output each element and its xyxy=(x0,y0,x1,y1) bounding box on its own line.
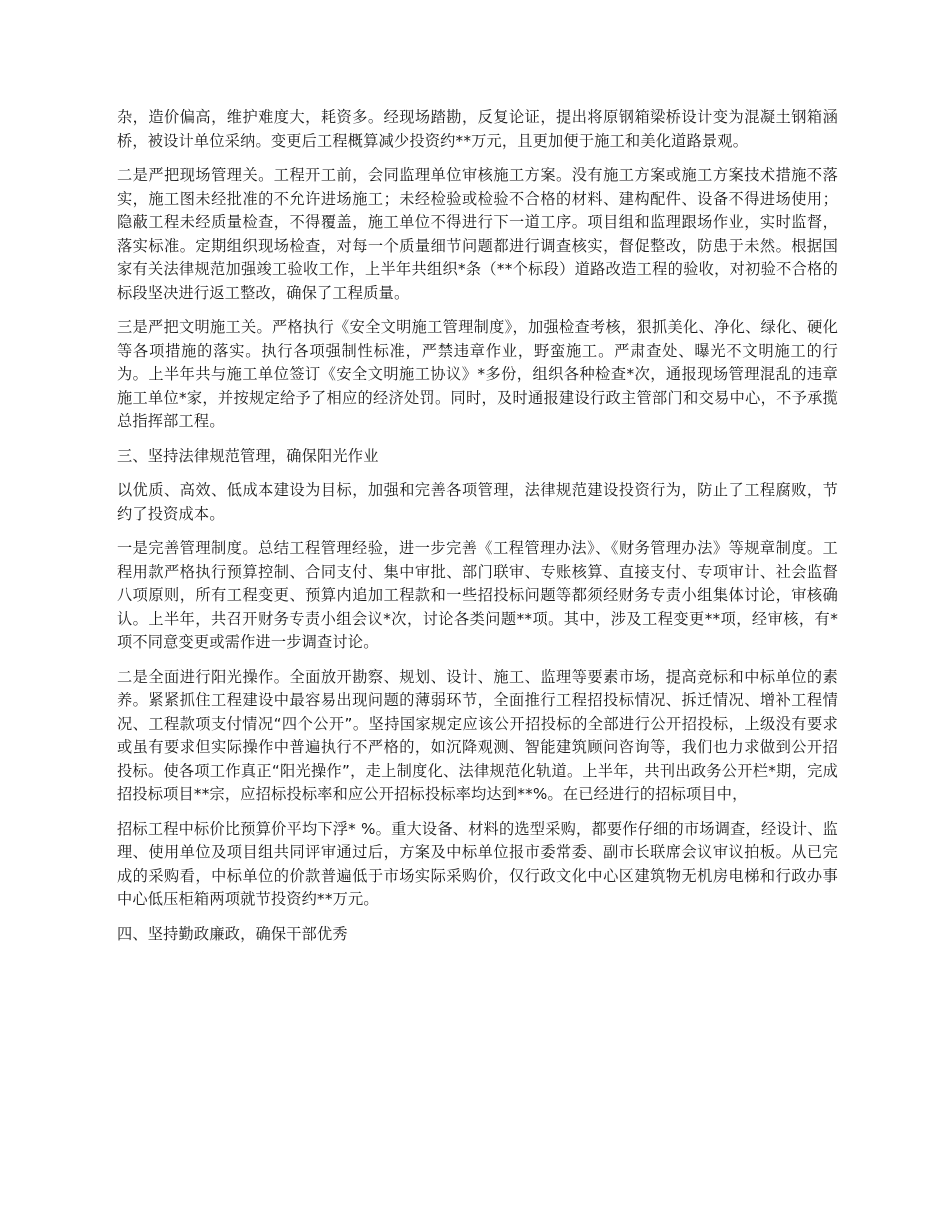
section-heading-diligence: 四、坚持勤政廉政，确保干部优秀 xyxy=(117,924,348,943)
paragraph-section-intro: 以优质、高效、低成本建设为目标，加强和完善各项管理，法律规范建设投资行为，防止了工程腐败，节约了投资成本。 xyxy=(117,481,838,523)
paragraph-bid-price: 招标工程中标价比预算价平均下浮* %。重大设备、材料的选型采购，都要作仔细的市场调查，经设计、监理、使用单位及项目组共同评审通过后，方案及中标单位报市委常委、副市长联席会议审议拍板。从已完成的采购看，中标单位的价款普遍低于市场实际采购价，仅行政文化中心区建筑物无机房电梯和行政办事中心低压柜箱两项就节投资约**万元。 xyxy=(117,819,838,908)
section-heading-legal-management: 三、坚持法律规范管理，确保阳光作业 xyxy=(117,446,379,465)
paragraph-civilized-construction: 三是严把文明施工关。严格执行《安全文明施工管理制度》，加强检查考核，狠抓美化、净化、绿化、硬化等各项措施的落实。执行各项强制性标准，严禁违章作业，野蛮施工。严肃查处、曝光不文明施工的行为。上半年共与施工单位签订《安全文明施工协议》*多份，组织各种检查*次，通报现场管理混乱的违章施工单位*家，并按规定给予了相应的经济处罚。同时，及时通报建设行政主管部门和交易中心，不予承揽总指挥部工程。 xyxy=(117,318,838,430)
paragraph-bridge-design-change: 杂，造价偏高，维护难度大，耗资多。经现场踏勘，反复论证，提出将原钢箱梁桥设计变为混凝土钢箱涵桥，被设计单位采纳。变更后工程概算减少投资约**万元，且更加便于施工和美化道路景观。 xyxy=(117,108,838,150)
paragraph-management-system: 一是完善管理制度。总结工程管理经验，进一步完善《工程管理办法》、《财务管理办法》等规章制度。工程用款严格执行预算控制、合同支付、集中审批、部门联审、专账核算、直接支付、专项审计、社会监督八项原则，所有工程变更、预算内追加工程款和一些招投标问题等都须经财务专责小组集体讨论，审核确认。上半年，共召开财务专责小组会议*次，讨论各类问题**项。其中，涉及工程变更**项，经审核，有*项不同意变更或需作进一步调查讨论。 xyxy=(117,539,838,651)
paragraph-sunshine-operation: 二是全面进行阳光操作。全面放开勘察、规划、设计、施工、监理等要素市场，提高竞标和中标单位的素养。紧紧抓住工程建设中最容易出现问题的薄弱环节，全面推行工程招投标情况、拆迁情况、增补工程情况、工程款项支付情况“四个公开”。坚持国家规定应该公开招投标的全部进行公开招投标，上级没有要求或虽有要求但实际操作中普遍执行不严格的，如沉降观测、智能建筑顾问咨询等，我们也力求做到公开招投标。使各项工作真正“阳光操作”，走上制度化、法律规范化轨道。上半年，共刊出政务公开栏*期，完成招投标项目**宗，应招标投标率和应公开招标投标率均达到**%。在已经进行的招标项目中， xyxy=(117,667,838,803)
paragraph-site-management: 二是严把现场管理关。工程开工前，会同监理单位审核施工方案。没有施工方案或施工方案技术措施不落实，施工图未经批准的不允许进场施工；未经检验或检验不合格的材料、建构配件、设备不得进场使用；隐蔽工程未经质量检查，不得覆盖，施工单位不得进行下一道工序。项目组和监理跟场作业，实时监督，落实标准。定期组织现场检查，对每一个质量细节问题都进行调查核实，督促整改，防患于未然。根据国家有关法律规范加强竣工验收工作，上半年共组织*条（**个标段）道路改造工程的验收，对初验不合格的标段坚决进行返工整改，确保了工程质量。 xyxy=(117,166,838,302)
